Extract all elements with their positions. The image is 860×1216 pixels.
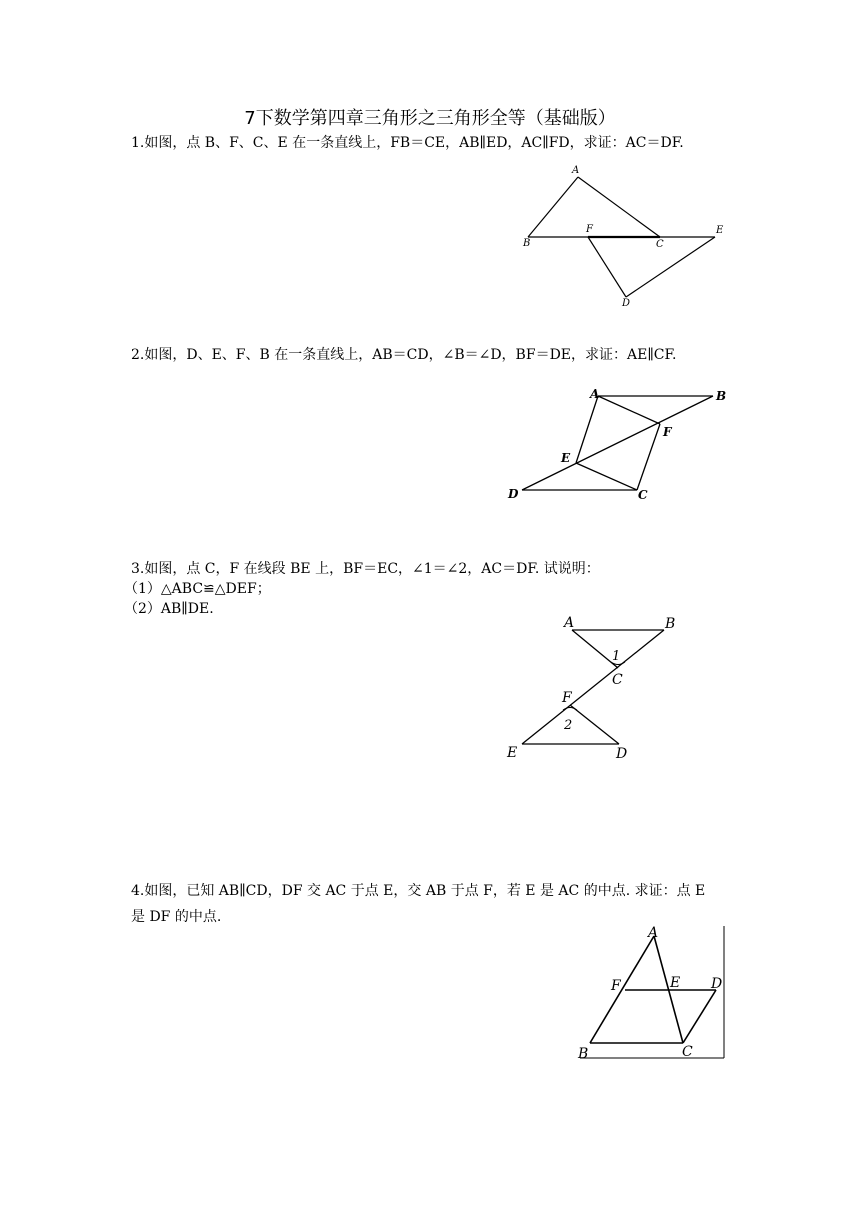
label-c: C [682, 1044, 693, 1060]
label-a: A [572, 165, 580, 176]
segment-fd [588, 237, 626, 297]
label-angle-1: 1 [612, 649, 621, 664]
label-d: D [616, 746, 628, 762]
segment-ed [626, 237, 715, 297]
label-c: C [656, 239, 664, 250]
label-e: E [507, 745, 518, 761]
label-d: D [711, 976, 723, 992]
label-c: C [638, 488, 648, 502]
label-f: F [562, 690, 572, 706]
problem-4-text-line-2: 是 DF 的中点. [131, 909, 222, 925]
problem-3-text-line-2: （1）△ABC≌△DEF； [124, 581, 271, 597]
label-b: B [665, 616, 676, 632]
problem-3-figure [500, 610, 700, 765]
label-f: F [663, 425, 672, 439]
label-e: E [561, 451, 571, 465]
segment-dc [683, 990, 716, 1043]
label-f: F [586, 224, 593, 235]
label-angle-2: 2 [564, 718, 573, 733]
problem-3-text-line-3: （2）AB∥DE. [124, 601, 214, 617]
label-b: B [578, 1046, 589, 1062]
segment-ec [576, 463, 637, 490]
problem-4-text-line-1: 4.如图，已知 AB∥CD，DF 交 AC 于点 E，交 AB 于点 F，若 E 是 AC 的中点. 求证：点 E [131, 883, 706, 899]
label-b: B [523, 238, 531, 249]
label-a: A [564, 615, 575, 631]
problem-1-figure [500, 160, 740, 320]
label-c: C [612, 672, 623, 688]
problem-3-text-line-1: 3.如图，点 C，F 在线段 BE 上，BF＝EC，∠1＝∠2，AC＝DF. 试说明： [131, 561, 600, 577]
segment-ab [528, 177, 578, 237]
label-a: A [590, 387, 600, 401]
label-d: D [508, 487, 519, 501]
label-b: B [716, 389, 727, 403]
label-e: E [716, 225, 724, 236]
page-title: 7下数学第四章三角形之三角形全等（基础版） [244, 108, 616, 129]
segment-db [522, 396, 713, 490]
label-a: A [648, 925, 659, 941]
problem-2-figure [500, 380, 740, 510]
segment-fc [637, 424, 660, 490]
segment-ae [576, 396, 598, 463]
segment-fd [570, 705, 619, 744]
segment-af [598, 396, 660, 424]
label-f: F [611, 978, 621, 994]
problem-4-figure [570, 920, 735, 1065]
label-d: D [622, 298, 631, 309]
problem-2-text: 2.如图，D、E、F、B 在一条直线上，AB＝CD，∠B＝∠D，BF＝DE，求证：AE∥CF. [131, 347, 677, 363]
problem-1-text: 1.如图，点 B、F、C、E 在一条直线上，FB＝CE，AB∥ED，AC∥FD，求证：AC＝DF. [131, 135, 684, 151]
label-e: E [670, 975, 681, 991]
